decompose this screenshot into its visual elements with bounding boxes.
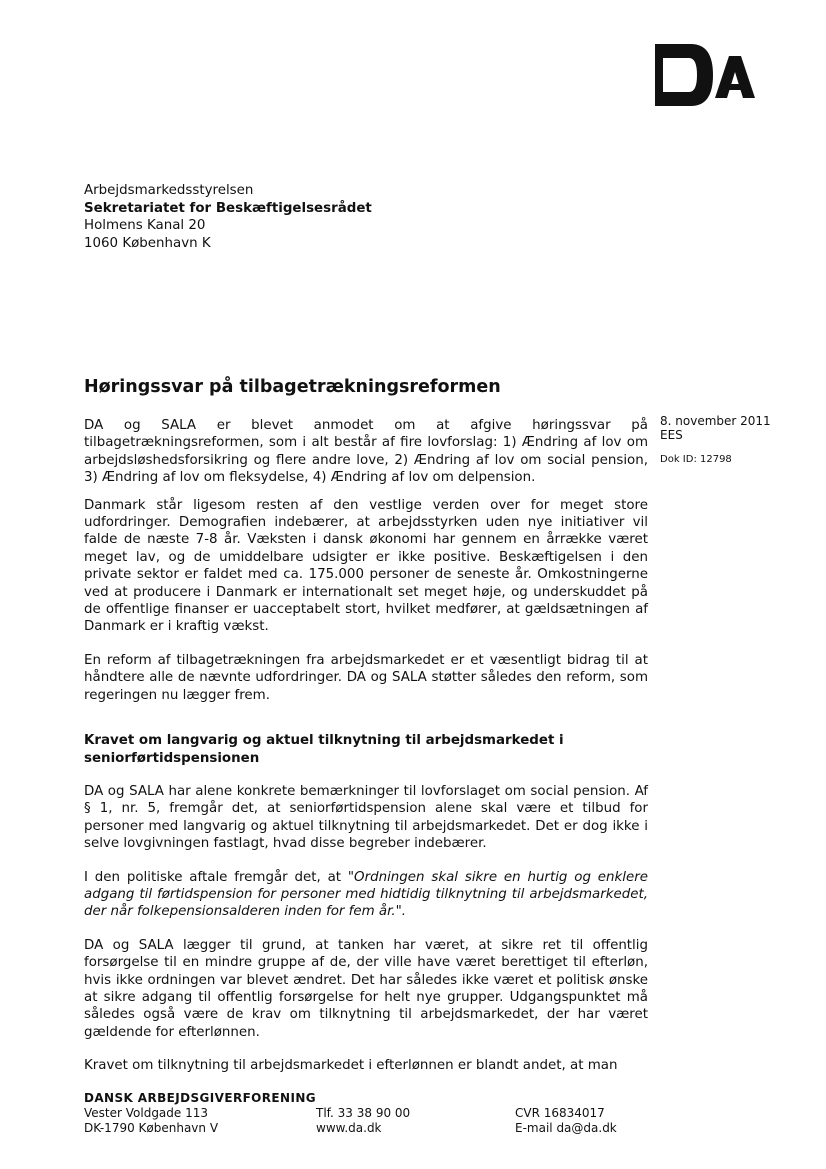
recipient-street: Holmens Kanal 20 bbox=[84, 218, 206, 233]
paragraph-intro: DA og SALA er blevet anmodet om at afgive høringssvar på tilbagetrækningsreformen, som i alt består af fire lovforslag: 1) Ændring af lov om arbejdsløshedsforsikring og flere andre love, 2) Ændring af lov om social pension, 3) Ændring af lov om fleksydelse, 4) Ændring af lov om delpension. bbox=[84, 418, 648, 486]
recipient-address bbox=[84, 182, 372, 252]
letterhead-footer bbox=[84, 1091, 644, 1135]
document-id: Dok ID: 12798 bbox=[660, 454, 732, 465]
recipient-org: Arbejdsmarkedsstyrelsen bbox=[84, 183, 254, 198]
paragraph-challenges: Danmark står ligesom resten af den vestlige verden over for meget store udfordringer. Demografien indebærer, at arbejdsstyrken uden nye initiativer vil falde de næste 7-8 år. Væksten i dansk økonomi har gennem en årrække været meget lav, og de umiddelbare udsigter er ikke positive. Beskæftigelsen i den private sektor er faldet med ca. 175.000 personer de seneste år. Omkostningerne ved at producere i Danmark er internationalt set meget høje, og underskuddet på de offentlige finanser er uacceptabelt stort, hvilket medfører, at gældsætningen af Danmark er i kraftig vækst. bbox=[84, 497, 648, 635]
document-date: 8. november 2011 bbox=[660, 414, 771, 428]
footer-street: Vester Voldgade 113 bbox=[84, 1106, 209, 1120]
agreement-quote: "Ordningen skal sikre en hurtig og enklere adgang til førtidspension for personer med hidtidig tilknytning til arbejdsmarkedet, der når folkepensionsalderen inden for fem år.". bbox=[84, 869, 648, 920]
paragraph-requirement: Kravet om tilknytning til arbejdsmarkedet i efterlønnen er blandt andet, at man bbox=[84, 1058, 618, 1074]
author-initials: EES bbox=[660, 428, 683, 442]
paragraph-reform-support: En reform af tilbagetrækningen fra arbejdsmarkedet er et væsentligt bidrag til at håndtere alle de nævnte udfordringer. DA og SALA støtter således den reform, som regeringen nu lægger frem. bbox=[84, 652, 648, 703]
footer-website: www.da.dk bbox=[316, 1121, 382, 1135]
paragraph-assumption: DA og SALA lægger til grund, at tanken har været, at sikre ret til offentlig forsørgelse til en mindre gruppe af de, der ville have været berettiget til efterløn, hvis ikke ordningen var blevet ændret. Det har således ikke været et politisk ønske at sikre adgang til offentlig forsørgelse for helt nye grupper. Udgangspunktet må således også være de krav om tilknytning til arbejdsmarkedet, der har været gældende for efterlønnen. bbox=[84, 937, 648, 1040]
document-meta bbox=[660, 414, 771, 467]
da-logo-mark bbox=[655, 42, 765, 108]
paragraph-political-agreement bbox=[84, 869, 648, 921]
paragraph-remarks: DA og SALA har alene konkrete bemærkninger til lovforslaget om social pension. Af § 1, nr. 5, fremgår det, at seniorførtidspension alene skal være et tilbud for personer med langvarig og aktuel tilknytning til arbejdsmarkedet. Det er dog ikke i selve lovgivningen fastlagt, hvad disse begreber indebærer. bbox=[84, 783, 648, 852]
footer-contact bbox=[316, 1106, 410, 1136]
footer-cvr: CVR 16834017 bbox=[515, 1106, 605, 1120]
footer-city: DK-1790 København V bbox=[84, 1121, 219, 1135]
da-logo bbox=[655, 42, 765, 108]
footer-registration bbox=[515, 1106, 617, 1136]
footer-address bbox=[84, 1106, 218, 1136]
footer-org-name: DANSK ARBEJDSGIVERFORENING bbox=[84, 1091, 317, 1105]
recipient-department: Sekretariatet for Beskæftigelsesrådet bbox=[84, 200, 372, 216]
footer-email: E-mail da@da.dk bbox=[515, 1121, 617, 1135]
letter-body bbox=[84, 417, 648, 1091]
agreement-intro: I den politiske aftale fremgår det, at bbox=[84, 869, 348, 885]
recipient-city: 1060 København K bbox=[84, 235, 211, 251]
section-heading: Kravet om langvarig og aktuel tilknytning til arbejdsmarkedet i seniorførtidspensionen bbox=[84, 733, 564, 766]
footer-phone: Tlf. 33 38 90 00 bbox=[316, 1106, 411, 1120]
document-title: Høringssvar på tilbagetrækningsreformen bbox=[84, 377, 501, 397]
